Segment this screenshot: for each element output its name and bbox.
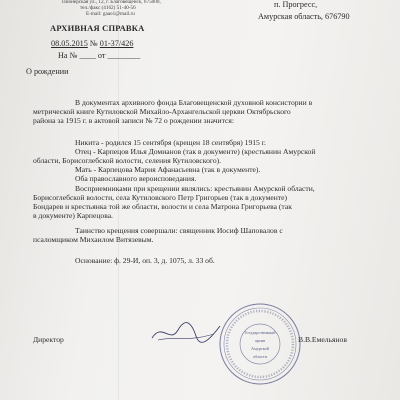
body-line: Мать - Карпецова Мария Афанасьевна (так в документе). [75, 165, 261, 174]
recipient-line1: п. Прогресс, [274, 0, 318, 9]
reference-line: На № ____ от ________ [58, 51, 141, 60]
document-subject: О рождении [26, 67, 69, 76]
letterhead-phone: тел./факс (4162) 51-40-56 [80, 5, 136, 11]
body-line: Бондарев и крестьянка той же области, волости и села Матрона Григорьева (так [33, 202, 292, 211]
stamp-center-line: Государственный [244, 330, 276, 335]
body-line: Восприемниками при крещении являлись: крестьянин Амурской области, [75, 184, 315, 193]
handwritten-signature [148, 318, 228, 348]
body-line: в документе) Карпецова. [33, 211, 113, 220]
recipient-line2: Амурская область, 676790 [258, 12, 350, 21]
body-line: Таинство крещения совершали: священник Иосиф Шаповалов с [75, 226, 283, 235]
stamp-center-line: архив [254, 338, 266, 343]
body-line: метрической книге Кутиловской Михайло-Архангельской церкви Октябрьского [33, 107, 291, 116]
document-date: 08.05.2015 [51, 39, 88, 48]
date-number-line [51, 39, 133, 49]
body-line: псаломщиком Михаилом Витязевым. [33, 235, 154, 244]
body-line: Оба православного вероисповедания. [75, 174, 197, 183]
letterhead-email: E-mail: gaao1@mail.ru [86, 11, 135, 17]
body-line: области, Борисоглебской волости, селения Кутиловского). [33, 156, 222, 165]
body-line: Отец - Карпецов Илья Домианов (так в документе) (крестьянин Амурской [75, 147, 316, 156]
number-prefix: № [89, 39, 98, 48]
signature-name: В.В.Емельянов [298, 335, 347, 344]
basis-line: Основание: ф. 29-И, оп. 3, д. 1075, л. 33 об. [75, 256, 215, 265]
official-round-stamp [218, 302, 302, 386]
body-line: Никита - родился 15 сентября (крещен 18 сентября) 1915 г. [75, 138, 266, 147]
signature-role: Директор [33, 335, 64, 344]
document-title: АРХИВНАЯ СПРАВКА [50, 23, 145, 33]
stamp-center-line: Амурской [251, 346, 269, 351]
body-line: района за 1915 г. в актовой записи № 72 о рождении значится: [33, 116, 234, 125]
document-number: 01-37/426 [99, 39, 134, 48]
body-line: В документах архивного фонда Благовещенской духовной консистории в [75, 98, 313, 107]
body-line: Борисоглебской волости, села Кутиловского Петр Григорьев (так в документе) [33, 193, 288, 202]
letterhead-address: Пионерская ул., 12, г. Благовещенск, 675000, [62, 0, 161, 5]
stamp-center-line: области [253, 354, 267, 359]
